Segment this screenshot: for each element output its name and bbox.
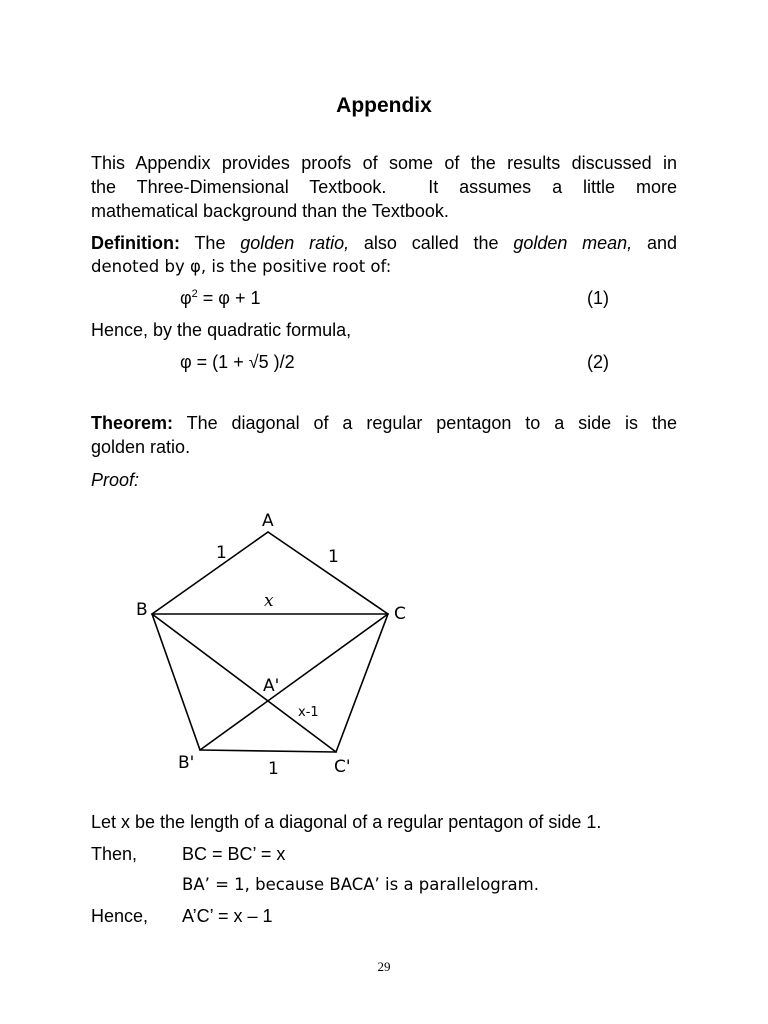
definition-line-2: denoted by φ, is the positive root of: [91,257,392,276]
side-label-AB: 1 [216,543,227,563]
diagonal-CBprime [200,614,388,750]
segment-label-ApCp: x-1 [298,705,319,720]
then-label: Then, [91,844,138,864]
eq1-exponent: 2 [191,288,198,300]
definition-term-golden-mean: golden mean, [513,233,633,253]
definition-block [91,231,677,279]
quadratic-text: Hence, by the quadratic formula, [91,320,352,340]
eq1-lhs: φ [180,288,192,308]
hence-label: Hence, [91,906,149,926]
definition-term-golden-ratio: golden ratio, [240,233,350,253]
theorem-block [91,411,677,459]
intro-line-2: the Three-Dimensional Textbook. It assumes a little more [91,177,677,197]
proof-label: Proof: [91,470,140,490]
vertex-label-B-prime: B' [178,753,195,773]
diagonal-label-BC: x [264,591,274,611]
pentagon-diagram [118,502,438,792]
equation-1-number: (1) [587,288,609,308]
side-CCprime [336,614,388,752]
definition-text-c: and [632,233,678,253]
page-number: 29 [377,959,391,974]
equation-2: φ = (1 + √5 )/2 [180,352,295,372]
side-label-AC: 1 [328,547,339,567]
theorem-label: Theorem: [91,413,174,433]
ba-equation: BA’ = 1, because BACA’ is a parallelogram. [182,875,539,894]
intro-paragraph [91,151,677,223]
side-label-BprimeCprime: 1 [268,759,279,779]
vertex-label-A-prime: A' [263,676,280,696]
proof-line-1: Let x be the length of a diagonal of a regular pentagon of side 1. [91,812,602,832]
equation-1 [180,286,261,310]
vertex-label-C: C [394,604,406,624]
equation-2-number: (2) [587,352,609,372]
vertex-label-B: B [136,600,148,620]
vertex-label-C-prime: C' [334,757,351,777]
side-BBprime [152,614,200,750]
vertex-label-A: A [262,511,274,531]
theorem-line-1 [91,411,677,435]
hence-equation: A’C’ = x – 1 [182,906,273,926]
page-title: Appendix [336,94,432,117]
eq1-rhs: = φ + 1 [197,288,261,308]
pentagon-figure [118,502,438,792]
definition-label: Definition: [91,233,180,253]
definition-text-b: also called the [349,233,514,253]
diagonal-BCprime [152,614,336,752]
side-AC [268,532,388,614]
side-AB [152,532,268,614]
definition-line-1 [91,231,677,255]
definition-text-a: The [179,233,241,253]
intro-line-1: This Appendix provides proofs of some of the results discussed in [91,153,677,173]
theorem-text: The diagonal of a regular pentagon to a side is the [173,413,677,433]
then-equation: BC = BC’ = x [182,844,286,864]
theorem-line-2: golden ratio. [91,437,191,457]
intro-line-3: mathematical background than the Textbook. [91,201,449,221]
side-BprimeCprime [200,750,336,752]
